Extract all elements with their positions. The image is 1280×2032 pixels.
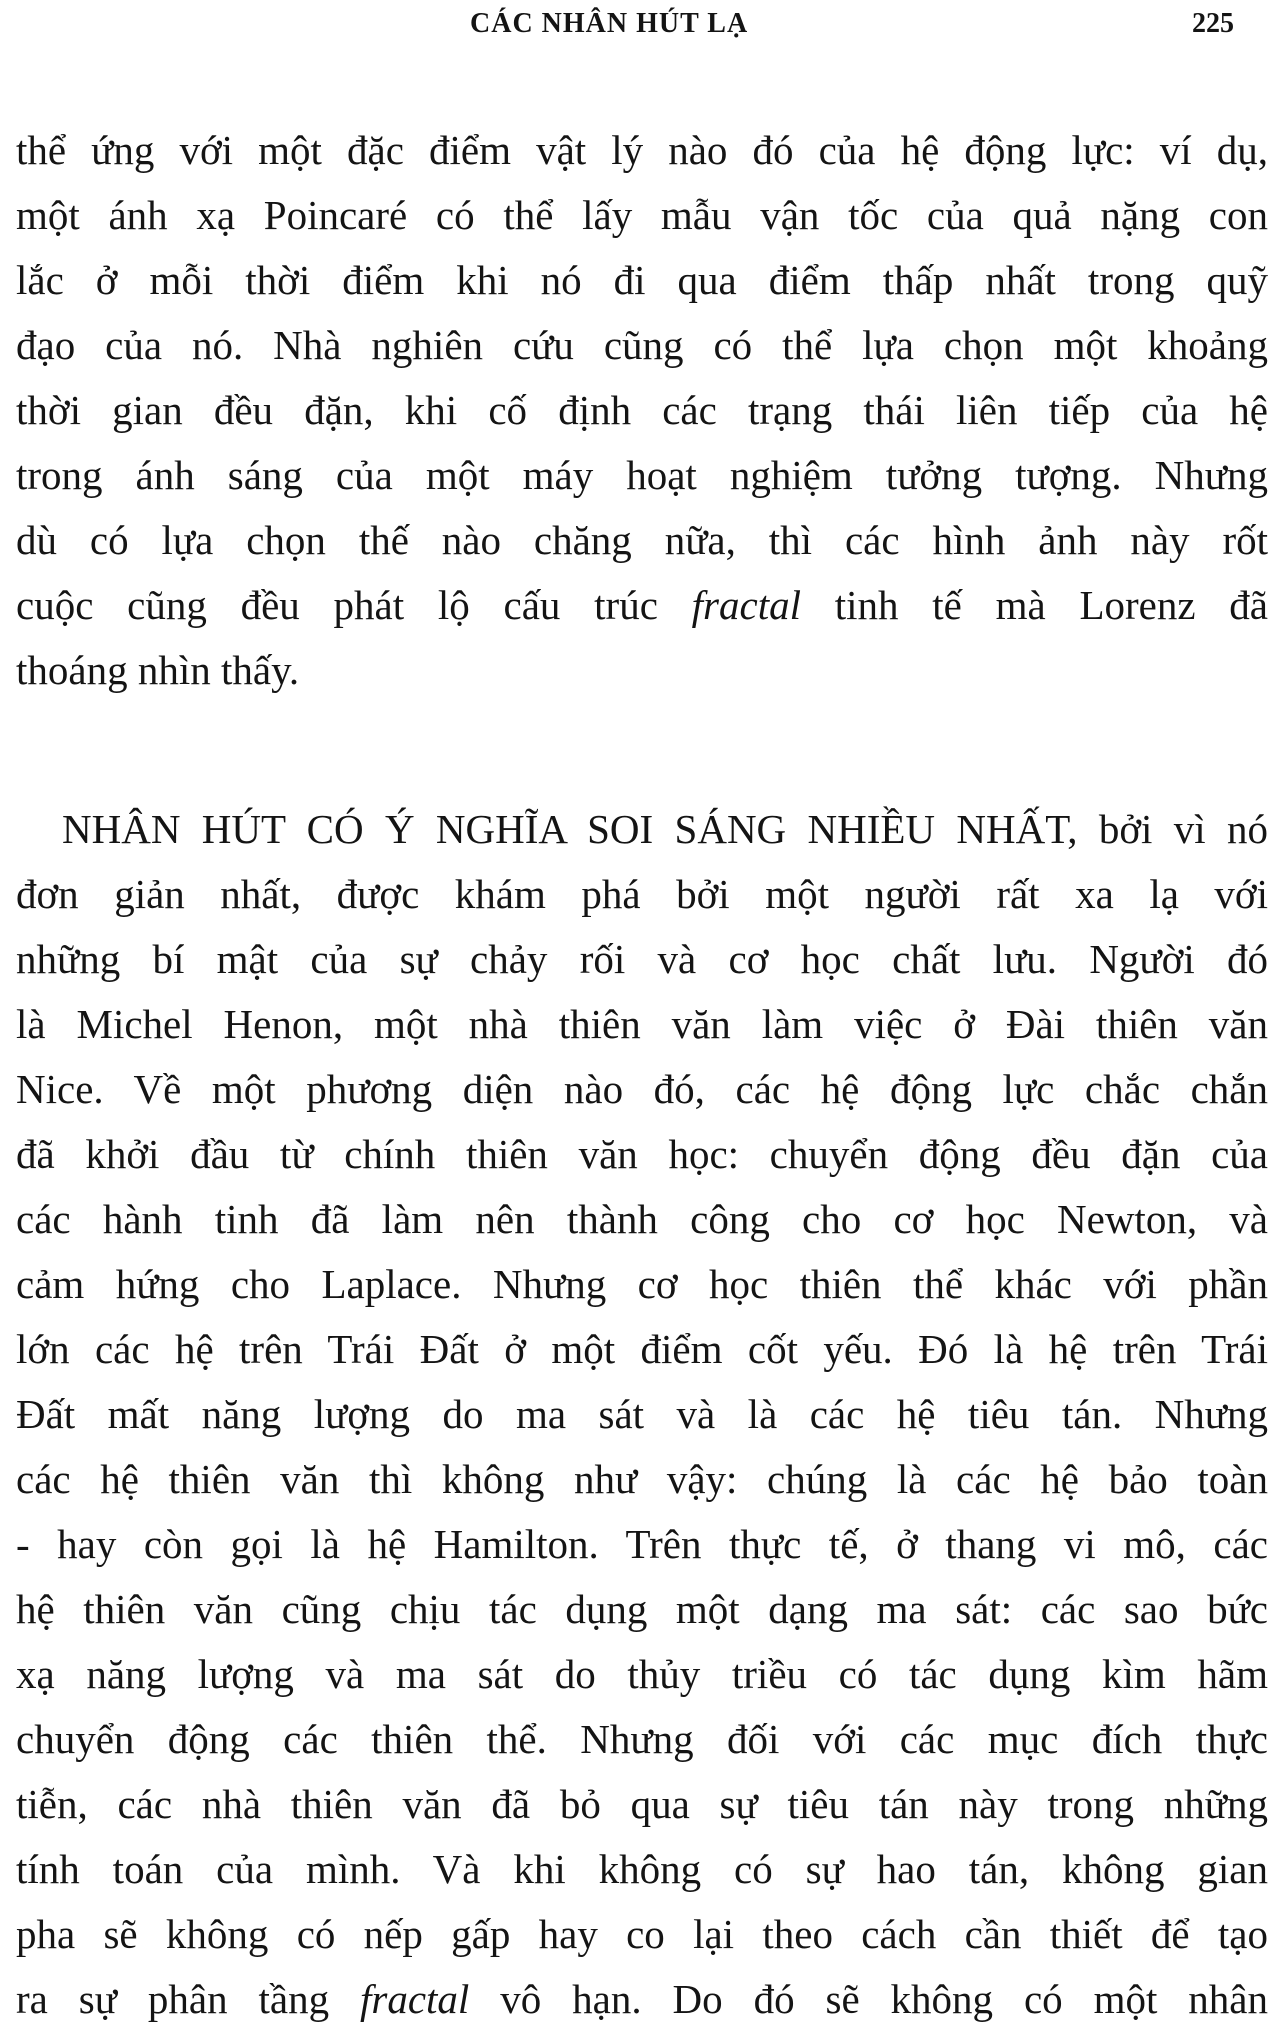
- text-line: đạo của nó. Nhà nghiên cứu cũng có thể lựa chọn một khoảng: [16, 322, 1268, 368]
- text-line: cảm hứng cho Laplace. Nhưng cơ học thiên thể khác với phần: [16, 1261, 1268, 1307]
- paragraph-2: [16, 797, 1268, 2032]
- italic-term: fractal: [691, 582, 801, 628]
- line-text: ra sự phân tầng: [16, 1976, 330, 2022]
- paragraph-1: [16, 118, 1268, 703]
- text-line: NHÂN HÚT CÓ Ý NGHĨA SOI SÁNG NHIỀU NHẤT, bởi vì nó: [62, 806, 1268, 852]
- text-line: - hay còn gọi là hệ Hamilton. Trên thực tế, ở thang vi mô, các: [16, 1521, 1268, 1567]
- text-line: Đất mất năng lượng do ma sát và là các hệ tiêu tán. Nhưng: [16, 1391, 1268, 1437]
- text-line: lắc ở mỗi thời điểm khi nó đi qua điểm thấp nhất trong quỹ: [16, 257, 1268, 303]
- text-line: tiễn, các nhà thiên văn đã bỏ qua sự tiêu tán này trong những: [16, 1781, 1268, 1827]
- text-line: pha sẽ không có nếp gấp hay co lại theo cách cần thiết để tạo: [16, 1911, 1268, 1957]
- line-text: vô hạn. Do đó sẽ không có một nhân: [500, 1976, 1268, 2022]
- text-line: các hệ thiên văn thì không như vậy: chúng là các hệ bảo toàn: [16, 1456, 1268, 1502]
- text-line: dù có lựa chọn thế nào chăng nữa, thì các hình ảnh này rốt: [16, 517, 1268, 563]
- text-line: lớn các hệ trên Trái Đất ở một điểm cốt yếu. Đó là hệ trên Trái: [16, 1326, 1268, 1372]
- page-number: 225: [1192, 8, 1234, 39]
- text-line: thể ứng với một đặc điểm vật lý nào đó của hệ động lực: ví dụ,: [16, 127, 1268, 173]
- line-text: cuộc cũng đều phát lộ cấu trúc: [16, 582, 658, 628]
- text-line: đã khởi đầu từ chính thiên văn học: chuyển động đều đặn của: [16, 1131, 1268, 1177]
- text-line: là Michel Henon, một nhà thiên văn làm việc ở Đài thiên văn: [16, 1001, 1268, 1047]
- text-line: chuyển động các thiên thể. Nhưng đối với các mục đích thực: [16, 1716, 1268, 1762]
- text-line: thời gian đều đặn, khi cố định các trạng thái liên tiếp của hệ: [16, 387, 1268, 433]
- line-text: tinh tế mà Lorenz đã: [834, 582, 1268, 628]
- italic-term: fractal: [360, 1976, 470, 2022]
- text-line: một ánh xạ Poincaré có thể lấy mẫu vận tốc của quả nặng con: [16, 192, 1268, 238]
- text-line: hệ thiên văn cũng chịu tác dụng một dạng ma sát: các sao bức: [16, 1586, 1268, 1632]
- text-line: Nice. Về một phương diện nào đó, các hệ động lực chắc chắn: [16, 1066, 1268, 1112]
- text-line: đơn giản nhất, được khám phá bởi một người rất xa lạ với: [16, 871, 1268, 917]
- text-line: các hành tinh đã làm nên thành công cho cơ học Newton, và: [16, 1196, 1268, 1242]
- running-head: [0, 8, 1280, 48]
- text-line: những bí mật của sự chảy rối và cơ học chất lưu. Người đó: [16, 936, 1268, 982]
- text-line-with-italic: [16, 573, 1268, 638]
- running-title: CÁC NHÂN HÚT LẠ: [470, 8, 749, 39]
- text-line-with-italic: [16, 1967, 1268, 2032]
- text-line: thoáng nhìn thấy.: [16, 647, 300, 693]
- text-line: trong ánh sáng của một máy hoạt nghiệm tưởng tượng. Nhưng: [16, 452, 1268, 498]
- text-line: tính toán của mình. Và khi không có sự hao tán, không gian: [16, 1846, 1268, 1892]
- text-line: xạ năng lượng và ma sát do thủy triều có tác dụng kìm hãm: [16, 1651, 1268, 1697]
